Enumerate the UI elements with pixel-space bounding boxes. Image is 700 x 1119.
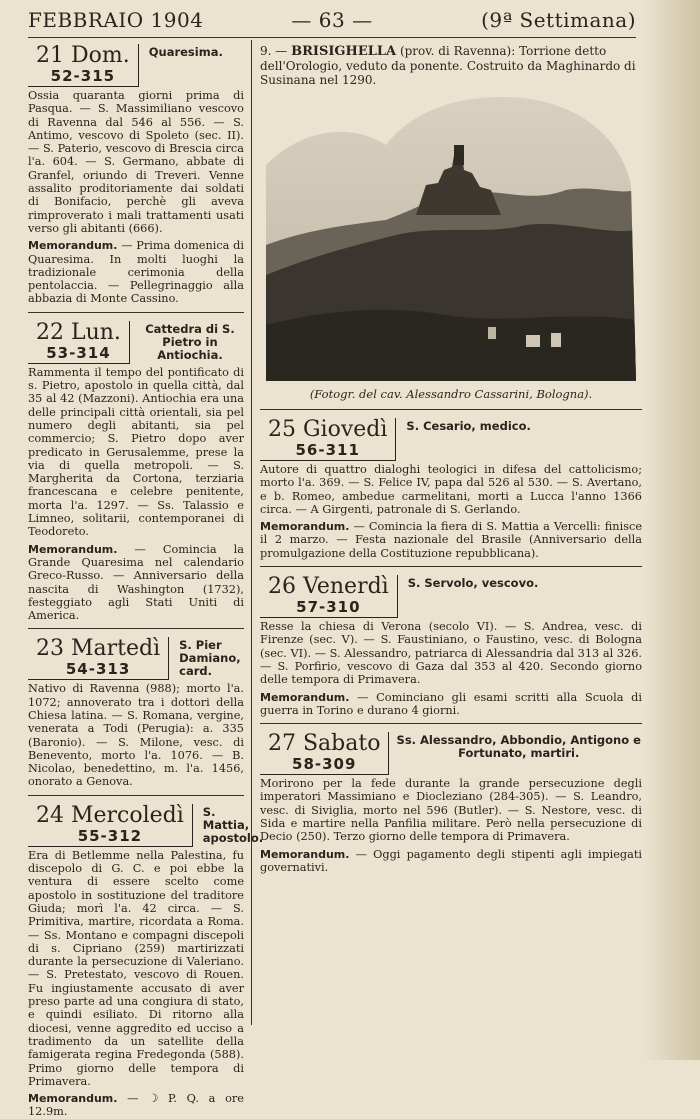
day-label: 27 Sabato (268, 731, 381, 757)
date-box (260, 732, 389, 775)
memorandum (260, 848, 642, 875)
photo-rule (260, 409, 642, 410)
day-entry (28, 321, 244, 630)
day-number: 56-311 (295, 441, 360, 459)
entry-text: Era di Betlemme nella Palestina, fu discepolo di G. C. e poi ebbe la ventura di essere scelto come apostolo in sostituzione del traditore Giuda; morì l'a. 42 circa. — S. Primitiva, martire, ricordata a Roma. — Ss. Montano e compagni discepoli di s. Cipriano (259) martirizzati durante la persecuzione di Valeriano. — S. Pretestato, vescovo di Rouen. Fu ingiustamente accusato di aver preso parte ad una congiura di stato, e quindi esiliato. Di ritorno alla diocesi, venne aggredito ed ucciso a tradimento da un satellite della famigerata regina Fredegonda (588). Primo giorno delle tempora di Primavera. (28, 848, 244, 1088)
memorandum (260, 691, 642, 718)
entry-rule (28, 628, 244, 629)
day-number: 53-314 (46, 343, 111, 362)
right-column (260, 44, 642, 874)
memorandum-text: — ☽ P. Q. a ore 12.9m. (28, 1092, 244, 1119)
day-label: 24 Mercoledì (36, 802, 184, 828)
memorandum (260, 520, 642, 560)
date-box (28, 44, 139, 87)
date-box (28, 637, 169, 680)
entry-rule (260, 723, 642, 724)
saint-name: Quaresima. (148, 45, 223, 59)
page-edge (644, 0, 700, 1060)
memorandum-label: Memorandum. (260, 690, 350, 704)
entry-text: Autore di quattro dialoghi teologici in difesa del cattolicismo; morto l'a. 369. — S. Felice IV, papa dal 526 al 530. — S. Avertano, e b. Romeo, ambedue carmelitani, morti a Lucca l'anno 1366 circa. — A Girgenti, patronale di S. Gerlando. (260, 463, 642, 516)
entry-rule (28, 312, 244, 313)
day-label: 21 Dom. (36, 43, 130, 68)
date-box (28, 804, 193, 847)
entry-rule (260, 566, 642, 567)
memorandum-text: — Oggi pagamento degli stipenti agli impiegati governativi. (260, 847, 643, 874)
day-label: 25 Giovedì (268, 417, 388, 442)
page-header (28, 8, 636, 34)
saint-name: S. Cesario, medico. (406, 419, 531, 433)
day-number: 57-310 (296, 598, 361, 617)
vignette-photo (266, 95, 636, 381)
photo-number: 9. (260, 44, 272, 58)
day-entry (260, 418, 642, 567)
memorandum (28, 543, 244, 623)
day-entry (28, 637, 244, 795)
memorandum-text: — Cominciano gli esami scritti alla Scuola di guerra in Torino e durano 4 giorni. (260, 690, 642, 717)
memorandum (28, 239, 244, 305)
memorandum-label: Memorandum. (260, 847, 350, 861)
entry-text: Rammenta il tempo del pontificato di s. Pietro, apostolo in quella città, dal 35 al 42 (Mazzoni). Antiochia era una delle principali città orientali, sia pel numero degli abitanti, sia pel commercio; S. Pietro dopo aver predicato in Gerusalemme, prese la via di quella metropoli. — S. Margherita da Cortona, terziaria francescana e celebre penitente, morta l'a. 1297. — Ss. Talassio e Limneo, solitarii, contemporanei di Teodoreto. (28, 365, 244, 539)
saint-name: S. Pier Damiano, card. (179, 638, 241, 679)
photo-credit: (Fotogr. del cav. Alessandro Cassarini, Bologna). (309, 387, 593, 401)
day-number: 54-313 (65, 660, 131, 679)
photo-place: BRISIGHELLA (291, 44, 397, 59)
memorandum-text: — Prima domenica di Quaresima. In molti luoghi la tradizionale cerimonia della pentolaccia. — Pellegrinaggio alla abbazia di Monte Cassino. (28, 239, 245, 306)
memorandum-text: — Comincia la Grande Quaresima nel calendario Greco-Russo. — Anniversario della nascita di Washington (1732), festeggiato agli Stati Uniti di America. (28, 542, 244, 623)
date-box (28, 321, 130, 364)
memorandum-label: Memorandum. (28, 239, 118, 253)
saint-name: Cattedra di S. Pietro in Antiochia. (145, 321, 235, 362)
day-entry (28, 44, 244, 313)
day-label: 26 Venerdì (268, 574, 389, 600)
memorandum (28, 1092, 244, 1119)
date-box (260, 575, 398, 618)
saint-name: S. Servolo, vescovo. (407, 576, 539, 591)
date-box (260, 418, 396, 461)
entry-text: Ossia quaranta giorni prima di Pasqua. — S. Massimiliano vescovo di Ravenna dal 546 al 556. — S. Antimo, vescovo di Spoleto (sec. II). — S. Paterio, vescovo di Brescia circa l'a. 604. — S. Germano, abbate di Granfel, oriundo di Treveri. Venne assalito proditoriamente dai soldati di Bonifacio, perchè gli aveva rimproverato i mali trattamenti usati verso gli abitanti (666). (28, 89, 244, 235)
day-label: 23 Martedì (36, 636, 161, 662)
day-label: 22 Lun. (36, 319, 121, 345)
day-entry (28, 802, 264, 1119)
entry-text: Morirono per la fede durante la grande persecuzione degli imperatori Massimiano e Diocleziano (284-305). — S. Leandro, vesc. di Siviglia, morto nel 596 (Butler). — S. Nestore, vesc. di Sida e martire nella Panfilia militare. Però nella persecuzione di Decio (250). Terzo giorno delle tempora di Primavera. (260, 777, 642, 844)
header-month: FEBBRAIO 1904 (28, 8, 204, 32)
entry-rule (28, 795, 244, 796)
entry-text: Resse la chiesa di Verona (secolo VI). — S. Andrea, vesc. di Firenze (sec. V). — S. Faustiniano, o Faustino, vesc. di Bologna (sec. VI). — S. Alessandro, patriarca di Alessandria dal 313 al 326. — S. Porfirio, vescovo di Gaza dal 353 al 420. Secondo giorno delle tempora di Primavera. (260, 620, 642, 687)
day-entry (260, 732, 642, 874)
brisighella-tower-image (266, 95, 636, 381)
memorandum-text: — Comincia la fiera di S. Mattia a Vercelli: finisce il 2 marzo. — Festa nazionale del Brasile (Anniversario della promulgazione della Costituzione repubblicana). (260, 520, 643, 560)
memorandum-label: Memorandum. (28, 542, 118, 556)
header-page-number: — 63 — (291, 8, 373, 32)
day-entry (260, 575, 642, 724)
entry-text: Nativo di Ravenna (988); morto l'a. 1072; annoverato tra i dottori della Chiesa latina. — S. Romana, vergine, venerata a Todi (Perugia): a. 335 (Baronio). — S. Milone, vesc. di Benevento, morto l'a. 1076. — B. Nicolao, benedettino, m. l'a. 1456, onorato a Genova. (28, 682, 244, 789)
day-number: 55-312 (77, 826, 143, 845)
header-week: (9ª Settimana) (481, 8, 636, 32)
memorandum-label: Memorandum. (28, 1092, 118, 1106)
day-number: 52-315 (50, 67, 116, 85)
memorandum-label: Memorandum. (260, 520, 350, 534)
left-column (28, 43, 264, 1119)
column-divider (251, 40, 252, 1025)
header-rule (28, 37, 636, 38)
saint-name: Ss. Alessandro, Abbondio, Antigono e Fortunato, martiri. (396, 733, 641, 761)
day-number: 58-309 (292, 755, 357, 774)
photo-caption: 9. — BRISIGHELLA (prov. di Ravenna): Torrione detto dell'Orologio, veduto da ponente. Costruito da Maghinardo di Susinana nel 1290. (260, 44, 636, 87)
saint-name: S. Mattia, apostolo. (202, 804, 264, 845)
photo-description: (prov. di Ravenna): Torrione detto dell'Orologio, veduto da ponente. Costruito da Maghinardo di Susinana nel 1290. (260, 44, 636, 87)
